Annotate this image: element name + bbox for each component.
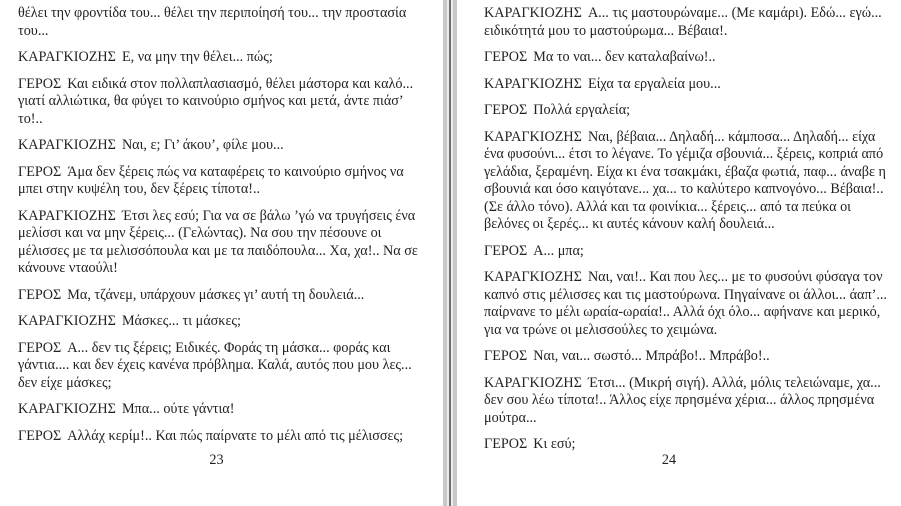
dialogue-paragraph <box>18 164 426 199</box>
page-23 <box>0 0 443 506</box>
dialogue-paragraph <box>18 287 426 305</box>
dialogue-paragraph <box>484 375 888 428</box>
dialogue-paragraph <box>484 348 888 366</box>
dialogue-paragraph <box>18 428 426 446</box>
dialogue-text: Αλλάχ κερίμ!.. Και πώς παίρνατε το μέλι από τις μέλισσες; <box>67 427 404 444</box>
dialogue-text: Πολλά εργαλεία; <box>533 102 631 118</box>
speaker-name: ΓΕΡΟΣ <box>18 427 62 444</box>
dialogue-paragraph <box>484 5 888 40</box>
speaker-name: ΚΑΡΑΓΚΙΟΖΗΣ <box>484 269 582 285</box>
speaker-name: ΓΕΡΟΣ <box>484 49 528 65</box>
speaker-name: ΚΑΡΑΓΚΙΟΖΗΣ <box>18 313 116 329</box>
dialogue-text: Μάσκες... τι μάσκες; <box>121 313 241 329</box>
dialogue-paragraph <box>18 208 426 278</box>
dialogue-paragraph <box>18 137 426 155</box>
speaker-name: ΓΕΡΟΣ <box>484 436 528 452</box>
dialogue-paragraph <box>484 243 888 261</box>
dialogue-paragraph <box>18 340 426 393</box>
dialogue-text: Ε, να μην την θέλει... πώς; <box>121 49 273 65</box>
dialogue-paragraph <box>18 313 426 331</box>
speaker-name: ΚΑΡΑΓΚΙΟΖΗΣ <box>18 401 116 417</box>
speaker-name: ΓΕΡΟΣ <box>18 286 62 303</box>
speaker-name: ΓΕΡΟΣ <box>484 102 528 118</box>
dialogue-text: Είχα τα εργαλεία μου... <box>587 75 721 92</box>
dialogue-text: Ναι, ναι!.. Και που λες... με το φυσούνι φύσαγα τον καπνό στις μέλισσες και τις μαστούρωνα. Πηγαίνανε οι άλλοι... άαπ’... παίρνανε το μέλι ωραία-ωραία!.. Αλλά όχι όλο... αφήνανε και μερικό, για να τρώνε οι μελισσούλες το χειμώνα. <box>484 269 887 338</box>
dialogue-paragraph <box>18 401 426 419</box>
dialogue-text: Α... τις μαστουρώναμε... (Με καμάρι). Εδώ... εγώ... ειδικότητά μου το μαστούρωμα... Βέβαια!. <box>484 5 882 39</box>
dialogue-text: Μα το ναι... δεν καταλαβαίνω!.. <box>533 49 716 65</box>
speaker-name: ΚΑΡΑΓΚΙΟΖΗΣ <box>484 128 582 145</box>
speaker-name: ΓΕΡΟΣ <box>18 163 62 180</box>
speaker-name: ΓΕΡΟΣ <box>18 75 62 92</box>
page-text <box>484 5 888 463</box>
dialogue-text: Α... δεν τις ξέρεις; Ειδικές. Φοράς τη μάσκα... φοράς και γάντια.... και δεν έχεις κανένα πρόβλημα. Καλά, αυτός που μου λες... δεν είχε μάσκες; <box>18 339 412 391</box>
dialogue-text: Μπα... ούτε γάντια! <box>121 401 235 417</box>
speaker-name: ΚΑΡΑΓΚΙΟΖΗΣ <box>484 75 582 92</box>
speaker-name: ΚΑΡΑΓΚΙΟΖΗΣ <box>484 374 582 391</box>
speaker-name: ΚΑΡΑΓΚΙΟΖΗΣ <box>484 5 582 21</box>
speaker-name: ΓΕΡΟΣ <box>18 339 62 356</box>
dialogue-text: Έτσι λες εσύ; Για να σε βάλω ’γώ να τρυγήσεις ένα μελίσσι και να μην ξέρεις... (Γελώντας). Να σου την πέσουνε οι μέλισσες με τα μελισσόπουλα και με τα παιδόπουλα... Χα, χα!.. Να σε κάνουνε νταούλι! <box>18 207 418 276</box>
dialogue-text: Ναι, βέβαια... Δηλαδή... κάμποσα... Δηλαδή... είχα ένα φυσούνι... έτσι το λέγανε. Το γέμιζα σβουνιά... ξέρεις, κοπριά από γελάδια, ξεραμένη. Είχα κι ένα τσακμάκι, έβαζα φωτιά, παφ... άναβε η σβουνιά και όσο καιγότανε... χα... το καλύτερο καπνογόνο... Βέβαια!.. (Σε άλλο τόνο). Αλλά και τα φοινίκια... ξέρεις... από τα πεύκα οι βελόνες οι ξερές... κι αυτές κάνουν καλή δουλειά... <box>484 128 886 232</box>
speaker-name: ΚΑΡΑΓΚΙΟΖΗΣ <box>18 49 116 65</box>
page-text <box>18 5 426 454</box>
dialogue-paragraph <box>484 129 888 234</box>
dialogue-paragraph <box>484 436 888 454</box>
dialogue-text: θέλει την φροντίδα του... θέλει την περιποίησή του... την προστασία του... <box>18 5 407 39</box>
dialogue-text: Μα, τζάνεμ, υπάρχουν μάσκες γι’ αυτή τη δουλειά... <box>67 286 365 303</box>
speaker-name: ΓΕΡΟΣ <box>484 242 528 259</box>
dialogue-paragraph <box>484 49 888 67</box>
dialogue-text: Ναι, ναι... σωστό... Μπράβο!.. Μπράβο!.. <box>533 348 770 364</box>
dialogue-text: Ναι, ε; Γι’ άκου’, φίλε μου... <box>121 137 284 153</box>
dialogue-text: Έτσι... (Μικρή σιγή). Αλλά, μόλις τελειώναμε, χα... δεν σου λέω τίποτα!.. Άλλος είχε πρησμένα χέρια... άλλος πρησμένα μούτρα... <box>484 374 881 426</box>
dialogue-paragraph <box>484 76 888 94</box>
dialogue-paragraph <box>484 102 888 120</box>
speaker-name: ΚΑΡΑΓΚΙΟΖΗΣ <box>18 137 116 153</box>
dialogue-paragraph <box>484 269 888 339</box>
dialogue-paragraph <box>18 5 426 40</box>
dialogue-paragraph <box>18 49 426 67</box>
page-number: 24 <box>661 452 677 468</box>
page-number: 23 <box>209 452 224 468</box>
speaker-name: ΓΕΡΟΣ <box>484 348 528 364</box>
dialogue-text: Άμα δεν ξέρεις πώς να καταφέρεις το καινούριο σμήνος να μπει στην κυψέλη του, δεν ξέρεις τίποτα!.. <box>18 163 404 197</box>
speaker-name: ΚΑΡΑΓΚΙΟΖΗΣ <box>18 207 116 224</box>
dialogue-text: Κι εσύ; <box>533 436 576 452</box>
dialogue-text: Α... μπα; <box>533 242 584 259</box>
page-24 <box>457 0 901 506</box>
dialogue-text: Και ειδικά στον πολλαπλασιασμό, θέλει μάστορα και καλό... γιατί αλλιώτικα, θα φύγει το καινούριο σμήνος και μετά, άντε πιάσ’ το!.. <box>18 75 414 127</box>
dialogue-paragraph <box>18 76 426 129</box>
